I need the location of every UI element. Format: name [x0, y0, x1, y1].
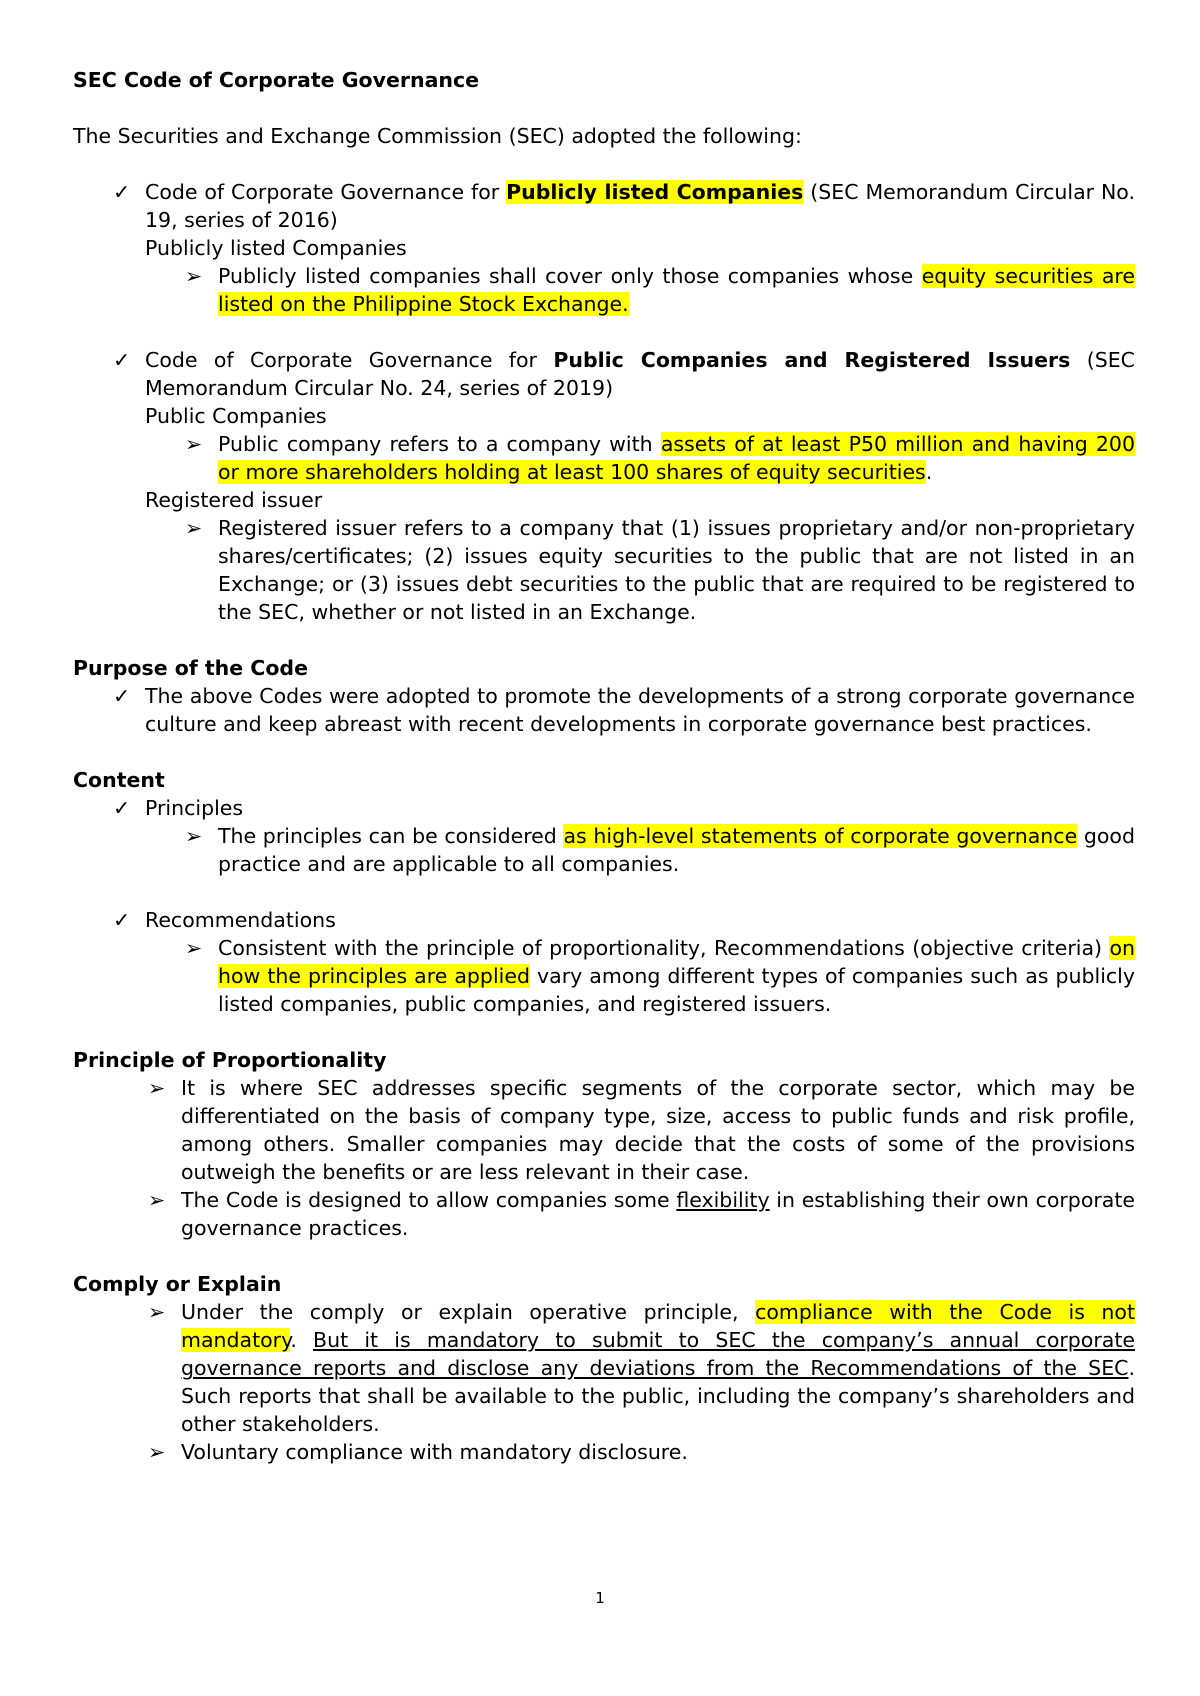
- proportionality-item-2: [73, 1186, 1135, 1242]
- code2-def1-highlight: assets of at least P50 million and having 200 or more shareholders holding at least 100 shares of equity securities: [218, 432, 1135, 484]
- principles-highlight: as high-level statements of corporate governance: [563, 824, 1078, 848]
- code1-def-highlight: equity securities are listed on the Philippine Stock Exchange.: [218, 264, 1135, 316]
- comply-item-1: [73, 1298, 1135, 1438]
- comply-text-2: Voluntary compliance with mandatory disclosure.: [181, 1440, 688, 1464]
- code1-post: (SEC Memorandum Circular No. 19, series of 2016): [145, 180, 1135, 232]
- code2-item: [73, 346, 1135, 402]
- purpose-item: [73, 682, 1135, 738]
- arrow-bullet-icon: ➢: [185, 824, 203, 848]
- content-heading: Content: [73, 768, 165, 792]
- comply-item-2: [73, 1438, 1135, 1466]
- code2-definition-public: [73, 430, 1135, 486]
- arrow-bullet-icon: ➢: [185, 936, 203, 960]
- code1-item: [73, 178, 1135, 234]
- checkmark-icon: ✓: [113, 684, 131, 708]
- code2-pre: Code of Corporate Governance for: [145, 348, 554, 372]
- principles-definition: [73, 822, 1135, 878]
- proportionality-item2-post: in establishing their own corporate governance practices.: [181, 1188, 1136, 1240]
- checkmark-icon: ✓: [113, 796, 131, 820]
- comply-underlined: But it is mandatory to submit to SEC the company’s annual corporate governance reports and disclose any deviations from the Recommendations of the SEC: [181, 1328, 1135, 1380]
- recommendations-item: [73, 906, 1135, 934]
- principles-pre: The principles can be considered: [218, 824, 564, 848]
- checkmark-icon: ✓: [113, 908, 131, 932]
- code1-sublabel: Publicly listed Companies: [145, 236, 407, 260]
- recs-post: vary among different types of companies such as publicly listed companies, public companies, and registered issuers.: [218, 964, 1135, 1016]
- code2-definition-registered: [73, 514, 1135, 626]
- intro-text: The Securities and Exchange Commission (SEC) adopted the following:: [73, 124, 802, 148]
- document-title: SEC Code of Corporate Governance: [73, 68, 480, 92]
- purpose-text: The above Codes were adopted to promote the developments of a strong corporate governance culture and keep abreast with recent developments in corporate governance best practices.: [145, 684, 1135, 736]
- proportionality-item-1: [73, 1074, 1135, 1186]
- code1-definition: [73, 262, 1135, 318]
- comply-item1-post: . Such reports that shall be available to the public, including the company’s shareholders and other stakeholders.: [181, 1356, 1135, 1436]
- code2-sublabel-registered: Registered issuer: [145, 488, 323, 512]
- code2-post: (SEC Memorandum Circular No. 24, series of 2019): [145, 348, 1135, 400]
- flexibility-underlined: flexibility: [676, 1188, 770, 1212]
- arrow-bullet-icon: ➢: [185, 516, 203, 540]
- code2-sublabel-public: Public Companies: [145, 404, 327, 428]
- checkmark-icon: ✓: [113, 180, 131, 204]
- proportionality-item2-pre: The Code is designed to allow companies some: [181, 1188, 677, 1212]
- arrow-bullet-icon: ➢: [185, 264, 203, 288]
- code2-def2-text: Registered issuer refers to a company that (1) issues proprietary and/or non-proprietary shares/certificates; (2) issues equity securities to the public that are not listed in an Exchange; or (3) issues debt securities to the public that are required to be registered to the SEC, whether or not listed in an Exchange.: [218, 516, 1135, 624]
- page-number: 1: [595, 1589, 605, 1607]
- code2-def1-pre: Public company refers to a company with: [218, 432, 661, 456]
- recs-highlight: on how the principles are applied: [218, 936, 1135, 988]
- recommendations-label: Recommendations: [145, 908, 336, 932]
- proportionality-text-1: It is where SEC addresses specific segments of the corporate sector, which may be differentiated on the basis of company type, size, access to public funds and risk profile, among others. Smaller companies may decide that the costs of some of the provisions outweigh the benefits or are less relevant in their case.: [181, 1076, 1135, 1184]
- recommendations-definition: [73, 934, 1135, 1018]
- code2-def1-post: .: [925, 460, 933, 484]
- comply-highlight: compliance with the Code is not mandatory: [181, 1300, 1136, 1352]
- recs-pre: Consistent with the principle of proportionality, Recommendations (objective criteria): [218, 936, 1110, 960]
- comply-item1-mid: .: [290, 1328, 314, 1352]
- code1-def-pre: Publicly listed companies shall cover only those companies whose: [218, 264, 922, 288]
- arrow-bullet-icon: ➢: [148, 1076, 166, 1100]
- purpose-heading: Purpose of the Code: [73, 656, 309, 680]
- document-body: [73, 66, 1135, 1466]
- arrow-bullet-icon: ➢: [148, 1300, 166, 1324]
- comply-heading: Comply or Explain: [73, 1272, 282, 1296]
- arrow-bullet-icon: ➢: [148, 1440, 166, 1464]
- checkmark-icon: ✓: [113, 348, 131, 372]
- code1-highlight: Publicly listed Companies: [506, 180, 804, 204]
- principles-label: Principles: [145, 796, 244, 820]
- arrow-bullet-icon: ➢: [148, 1188, 166, 1212]
- comply-item1-pre: Under the comply or explain operative principle,: [181, 1300, 756, 1324]
- code1-pre: Code of Corporate Governance for: [145, 180, 507, 204]
- proportionality-heading: Principle of Proportionality: [73, 1048, 387, 1072]
- code2-bold: Public Companies and Registered Issuers: [553, 348, 1071, 372]
- principles-item: [73, 794, 1135, 822]
- principles-post: good practice and are applicable to all companies.: [218, 824, 1135, 876]
- arrow-bullet-icon: ➢: [185, 432, 203, 456]
